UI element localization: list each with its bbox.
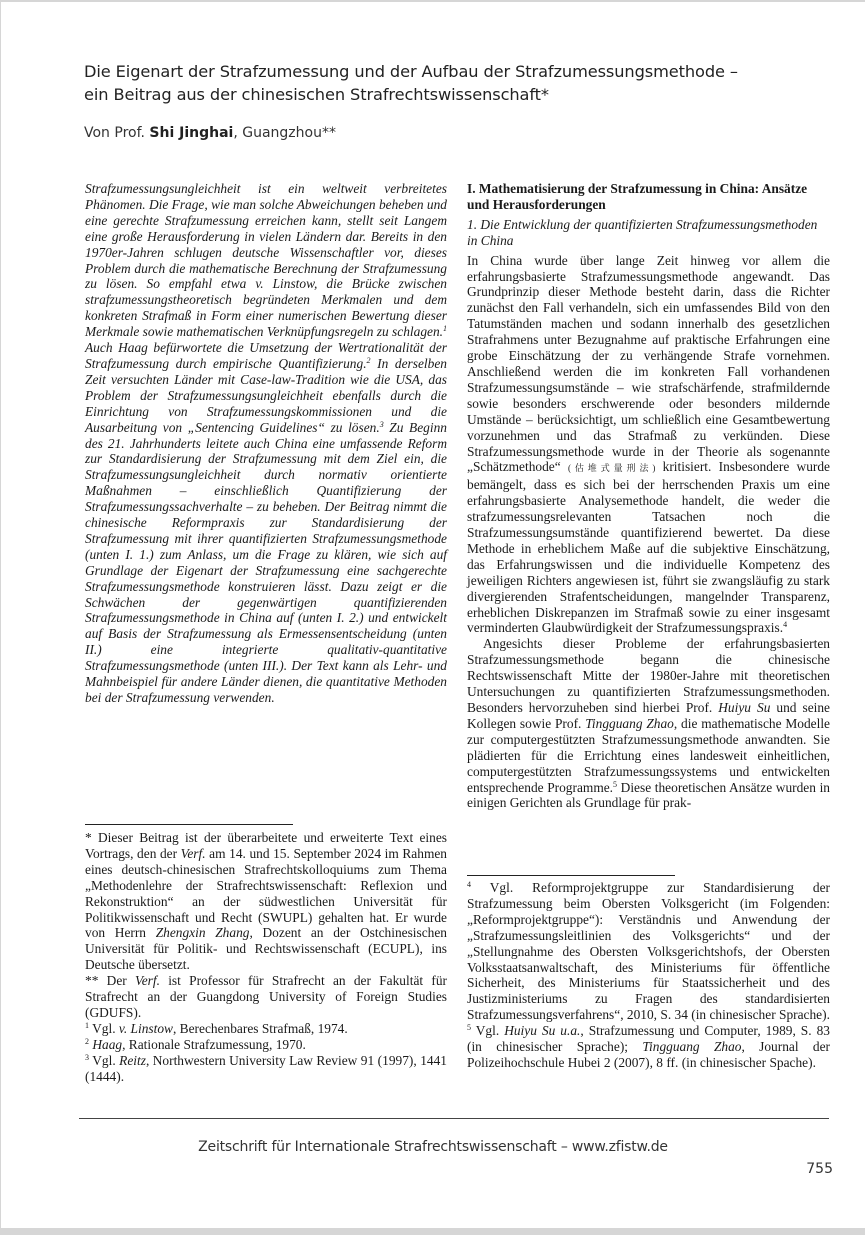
footnote-text: , Journal der Polizeihochschule Hubei 2 (2007), 8 ff. (in chinesischer Spache). bbox=[467, 1039, 830, 1070]
footnote-2 bbox=[85, 1037, 447, 1053]
cited-author: Reitz bbox=[119, 1052, 146, 1068]
footnote-text: Verf. bbox=[180, 845, 206, 861]
cited-author: Huiyu Su u.a. bbox=[504, 1023, 581, 1039]
chinese-term: (估堆式量刑法) bbox=[567, 463, 656, 474]
footnote-text: , Northwestern University Law Review 91 (1997), 1441 (1444). bbox=[85, 1052, 447, 1084]
article-title bbox=[84, 60, 824, 106]
footnote-ref-2[interactable]: 2 bbox=[366, 355, 371, 365]
person-name: Huiyu Su bbox=[718, 700, 771, 715]
abstract-text: Auch Haag befürwortete die Umsetzung der Wertrationalität der Strafzumessung durch empirische Quantifizierung. bbox=[85, 340, 447, 371]
footnote-text: * Dieser Beitrag ist der überarbeitete und erweiterte Text eines Vortrags, den der bbox=[85, 830, 447, 861]
title-line-2: ein Beitrag aus der chinesischen Strafrechtswissenschaft* bbox=[84, 85, 549, 104]
footnote-number: 5 bbox=[467, 1023, 471, 1033]
journal-footer: Zeitschrift für Internationale Strafrechtswissenschaft – www.zfistw.de bbox=[198, 1139, 668, 1155]
abstract-text: In derselben Zeit versuchten Länder mit Case-law-Tradition wie die USA, das Problem der Strafzumessungsungleichheit ebenfalls durch die Einrichtung von Strafzumessungskommissionen und die Ausarbeitung von „Sentencing Guidelines“ zu lösen. bbox=[85, 355, 447, 435]
body-paragraph bbox=[467, 636, 830, 811]
paragraph-text: kritisiert. Insbesondere wurde bemängelt, dass es sich bei der herrschenden Praxis um eine erfahrungsbasierte Analysemethode handelt, die weder die strafzumessungsrelevanten Tatsachen noch die Strafzumessungsumstände quantifizierend bewertet. Da diese Methode in erheblichem Maße auf die subjektive Einschätzung, das Erfahrungswissen und die individuelle Kompetenz des jeweiligen Richters angewiesen ist, führt sie zwangsläufig zu stark divergierenden Strafentscheidungen, mangelnder Transparenz, erheblichen Diskrepanzen im Strafmaß sowie zu einer insgesamt verminderten Glaubwürdigkeit der Strafzumessungspraxis. bbox=[467, 459, 830, 636]
paragraph-text: und seine Kollegen sowie Prof. bbox=[467, 700, 830, 731]
footnote-text: ** Der bbox=[85, 973, 136, 989]
footnote-divider bbox=[467, 875, 675, 876]
footnote-star bbox=[85, 830, 447, 973]
cited-author: v. Linstow bbox=[118, 1020, 173, 1036]
byline-suffix: , Guangzhou** bbox=[233, 125, 336, 141]
footnote-ref-3[interactable]: 3 bbox=[379, 419, 384, 429]
abstract-text: Strafzumessungsungleichheit ist ein weltweit verbreitetes Phänomen. Die Frage, wie man solche Abweichungen beheben und eine gerechte Strafzumessung erreichen kann, stellt seit Langem eine große Herausforderung in vielen Ländern dar. Bereits in den 1970er-Jahren schlugen deutsche Wissenschaftler vor, dieses Problem durch die mathematische Berechnung der Strafzumessung zu lösen. So empfahl etwa v. Linstow, die Brücke zwischen strafzumessungstheoretisch begründeten Merkmalen und dem konkreten Strafmaß in Form einer numerischen Bewertung dieser Merkmale sowie mathematischen Verknüpfungsregeln zu schlagen. bbox=[85, 181, 447, 340]
footnote-text: , Berechenbares Strafmaß, 1974. bbox=[172, 1020, 348, 1036]
page-number: 755 bbox=[806, 1161, 833, 1177]
footnote-number: 3 bbox=[85, 1052, 89, 1062]
paragraph-text: Diese theoretischen Ansätze wurden in einigen Gerichten als Grundlage für prak- bbox=[467, 779, 830, 811]
translator-name: Zhengxin Zhang bbox=[155, 925, 250, 941]
footnote-text: , Rationale Strafzumessung, 1970. bbox=[122, 1036, 306, 1052]
footnote-1 bbox=[85, 1021, 447, 1037]
paragraph-text: , die mathematische Modelle zur computergestützten Strafzumessungsmethode anwandten. Sie plädierten für die Errichtung eines landesweit einheitlichen, computergestützten Strafzumessungssystems und entwickelten entsprechende Programme. bbox=[467, 715, 830, 795]
right-column bbox=[467, 181, 830, 811]
footnotes-left bbox=[85, 830, 447, 1085]
footnote-ref-5[interactable]: 5 bbox=[613, 779, 618, 789]
abstract bbox=[85, 181, 447, 706]
author-name: Shi Jinghai bbox=[149, 125, 234, 141]
footnote-number: 2 bbox=[85, 1036, 89, 1046]
footnote-ref-4[interactable]: 4 bbox=[783, 620, 788, 630]
section-heading: I. Mathematisierung der Strafzumessung in China: Ansätze und Herausforderungen bbox=[467, 181, 808, 212]
footer-divider bbox=[79, 1118, 829, 1119]
footnote-5 bbox=[467, 1023, 830, 1071]
byline-prefix: Von Prof. bbox=[84, 125, 150, 141]
footnote-number: 4 bbox=[467, 880, 471, 889]
footnote-text: , Strafzumessung und Computer, 1989, S. 83 (in chinesischer Sprache); bbox=[467, 1023, 830, 1055]
left-column bbox=[85, 181, 447, 706]
title-line-1: Die Eigenart der Strafzumessung und der Aufbau der Strafzumessungsmethode – bbox=[84, 62, 738, 81]
footnote-text: Verf. bbox=[135, 973, 160, 989]
footnote-text: Vgl. bbox=[471, 1023, 505, 1039]
footnote-text: , Dozent an der Ostchinesischen Universität für Politik- und Rechtswissenschaft (ECUPL), ins Deutsche übersetzt. bbox=[85, 925, 447, 973]
footnote-number: 1 bbox=[85, 1020, 89, 1030]
footnotes-right bbox=[467, 880, 830, 1071]
cited-author: Haag bbox=[89, 1036, 123, 1052]
person-name: Tingguang Zhao bbox=[585, 715, 674, 731]
footnote-double-star bbox=[85, 973, 447, 1021]
footnote-text: ist Professor für Strafrecht an der Fakultät für Strafrecht an der Guangdong University of Foreign Studies (GDUFS). bbox=[85, 973, 447, 1020]
document-page bbox=[1, 2, 865, 1228]
footnote-ref-1[interactable]: 1 bbox=[443, 324, 448, 334]
cited-author: Tingguang Zhao bbox=[642, 1039, 742, 1055]
paragraph-text: In China wurde über lange Zeit hinweg vor allem die erfahrungsbasierte Strafzumessungsmethode angewandt. Das Grundprinzip dieser Methode besteht darin, dass die Richter zunächst den Fall verhandeln, sich ein umfassendes Bild von den Tatumständen machen und sodann innerhalb des gesetzlichen Strafrahmens unter Bezugnahme auf praktische Erfahrungen eine grobe Einschätzung der zu verhängende Strafe vornehmen. Anschließend werden die im konkreten Fall vorhandenen Strafzumessungsumstände – wie strafschärfende, strafmildernde sowie besonders erschwerende oder besonders mildernde Umstände – berücksichtigt, um schließlich eine Gesamtbewertung vorzunehmen und das Strafmaß zu verkünden. Diese Strafzumessungsmethode wurde in der Theorie als sogenannte „Schätzmethode“ bbox=[467, 252, 830, 475]
subsection-heading: 1. Die Entwicklung der quantifizierten Strafzumessungsmethoden in China bbox=[467, 216, 818, 248]
footnote-4 bbox=[467, 880, 830, 1023]
footnote-3 bbox=[85, 1053, 447, 1085]
footnote-text: Vgl. bbox=[89, 1052, 120, 1068]
body-paragraph bbox=[467, 253, 830, 637]
footnote-text: am 14. und 15. September 2024 im Rahmen eines deutsch-chinesischen Strafrechtskolloquiums zum Thema „Methodenlehre der Strafrechtswissenschaft: Reflexion und Rekonstruktion“ an der südwestlichen Universität für Politikwissenschaft und Recht (SWUPL) gehalten hat. Er wurde von Herrn bbox=[85, 845, 447, 941]
footnote-divider bbox=[85, 824, 293, 825]
paragraph-text: Angesichts dieser Probleme der erfahrungsbasierten Strafzumessungsmethode begann die chinesische Rechtswissenschaft Mitte der 1980er-Jahre mit theoretischen Untersuchungen zu quantifizierten Strafzumessungsmethoden. Besonders hervorzuheben sind hierbei Prof. bbox=[467, 636, 830, 715]
footnote-text: Vgl. bbox=[89, 1020, 119, 1036]
abstract-text: Zu Beginn des 21. Jahrhunderts leitete auch China eine umfassende Reform zur Standardisierung der Strafzumessung mit dem Ziel ein, die Strafzumessungsungleichheit durch normativ orientierte Maßnahmen – einschließlich Quantifizierung der Strafzumessungssachverhalte – zu beheben. Der Beitrag nimmt die chinesische Reformpraxis zur Standardisierung der Strafzumessung mit ihrer quantifizierten Strafzumessungsmethode (unten I. 1.) zum Anlass, um die Frage zu klären, wie sich auf Grundlage der Eigenart der Strafzumessung eine sachgerechte Strafzumessungsmethode konstruieren lässt. Dazu zeigt er die Schwächen der gegenwärtigen quantifizierenden Strafzumessungsmethode in China auf (unten I. 2.) und entwickelt auf Basis der Strafzumessung als Ermessensentscheidung (unten II.) eine integrierte qualitativ-quantitative Strafzumessungsmethode (unten III.). Der Text kann als Lehr- und Mahnbeispiel für andere Länder dienen, die quantitative Methoden bei der Strafzumessung verwenden. bbox=[85, 419, 447, 705]
footnote-text: Vgl. Reformprojektgruppe zur Standardisierung der Strafzumessung beim Obersten Volksgericht (im Folgenden: „Reformprojektgruppe“): Verständnis und Anwendung der „Strafzumessungsleitlinien des Volksgerichts“ und der „Stellungnahme des Obersten Volksgerichtshofs, der Obersten Volksstaatsanwaltschaft, des Ministeriums für öffentliche Sicherheit, des Ministeriums für Staatssicherheit und des Justizministeriums zu Fragen des standardisierten Strafzumessungsverfahrens“, 2010, S. 34 (in chinesischer Sprache). bbox=[467, 880, 830, 1023]
byline bbox=[84, 123, 336, 143]
